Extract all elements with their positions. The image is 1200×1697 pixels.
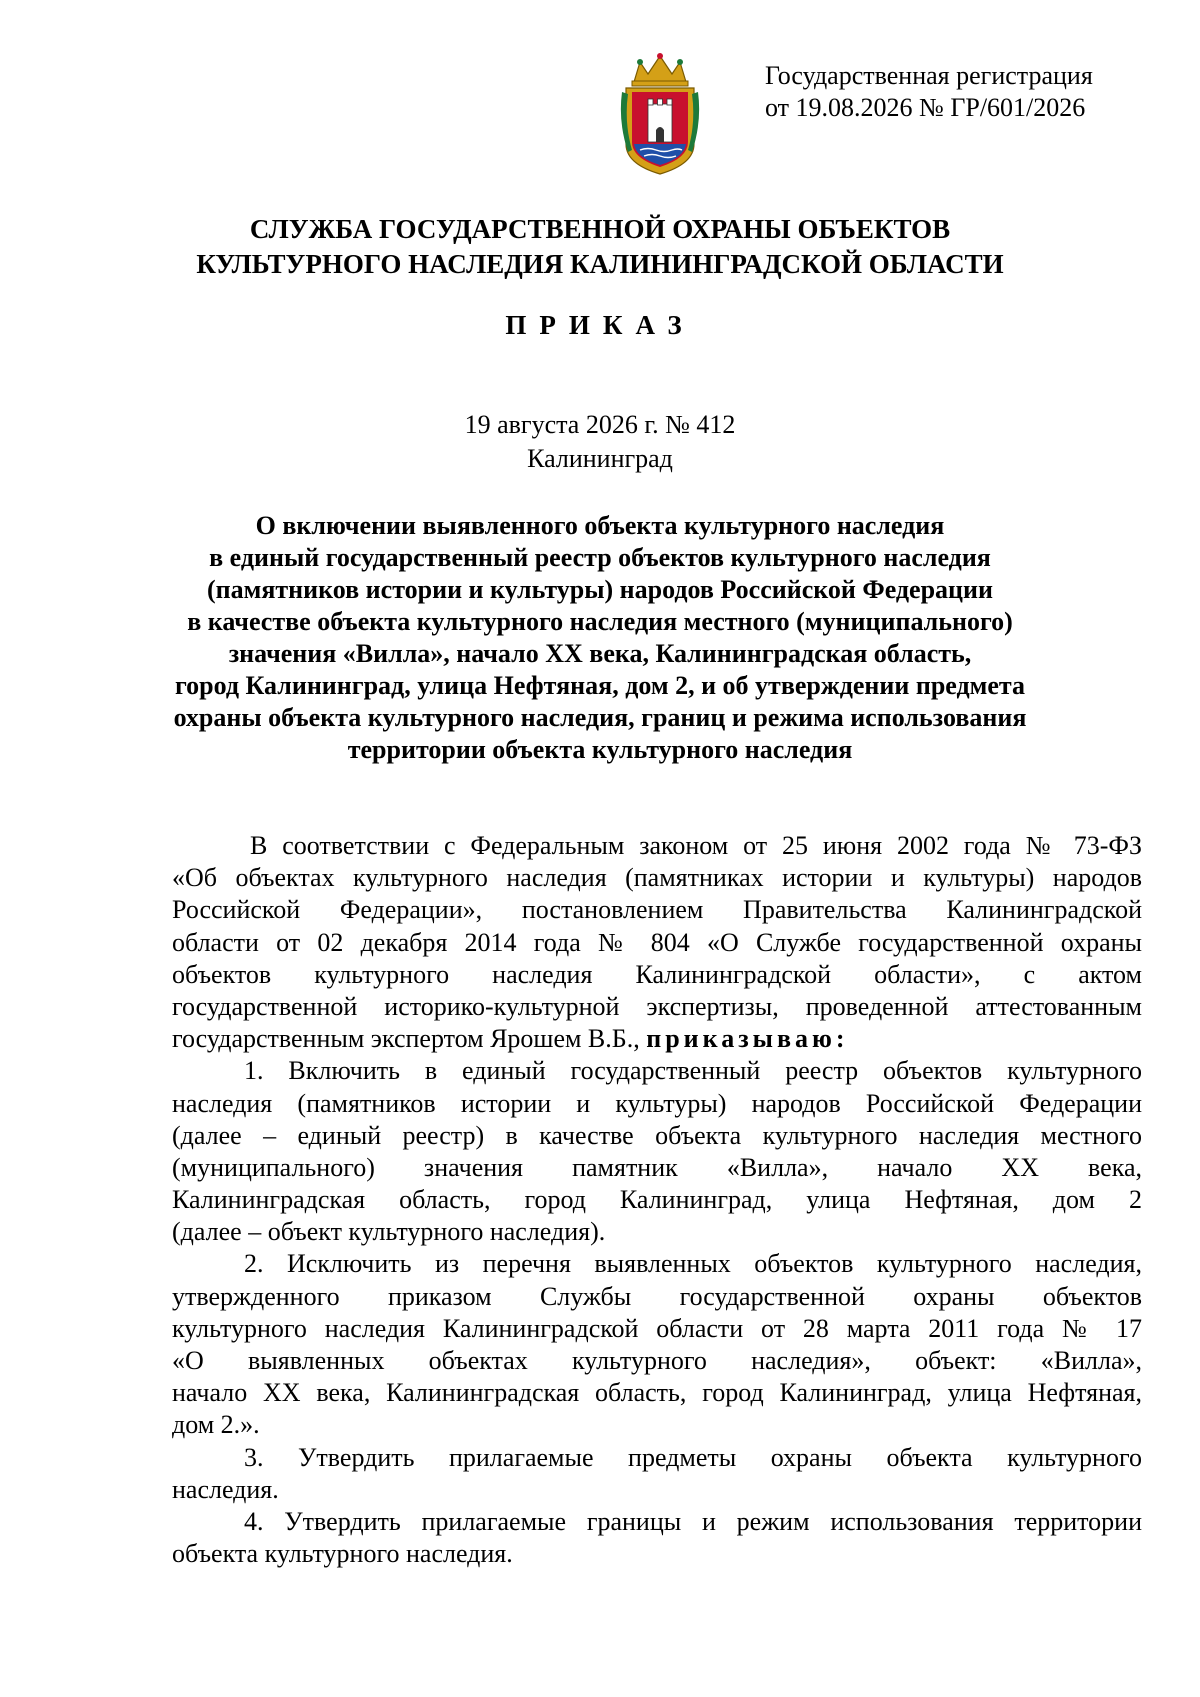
coat-of-arms-icon	[618, 52, 702, 178]
order-word: приказываю:	[646, 1024, 849, 1054]
heading-line: территории объекта культурного наследия	[347, 735, 853, 764]
registration-stamp	[765, 60, 1093, 124]
body-line: объекта культурного наследия.	[172, 1539, 513, 1569]
heading-line: (памятников истории и культуры) народов Российской Федерации	[207, 575, 993, 604]
heading-line: охраны объекта культурного наследия, границ и режима использования	[173, 703, 1027, 732]
body-line: 1. Включить в единый государственный реестр объектов культурного	[244, 1056, 1142, 1086]
authority-line: СЛУЖБА ГОСУДАРСТВЕННОЙ ОХРАНЫ ОБЪЕКТОВ	[249, 214, 951, 244]
document-type-title: ПРИКАЗ	[505, 310, 695, 340]
body-line: (далее – объект культурного наследия).	[172, 1217, 606, 1247]
body-line: Калининградская область, город Калининград, улица Нефтяная, дом 2	[172, 1185, 1142, 1215]
body-line: 2. Исключить из перечня выявленных объектов культурного наследия,	[244, 1249, 1142, 1279]
body-line: наследия.	[172, 1474, 279, 1504]
body-line: дом 2.».	[172, 1410, 260, 1440]
body-line: (далее – единый реестр) в качестве объекта культурного наследия местного	[172, 1120, 1142, 1150]
order-item-4	[172, 1506, 1142, 1570]
registration-number: от 19.08.2026 № ГР/601/2026	[765, 93, 1086, 122]
heading-line: в качестве объекта культурного наследия местного (муниципального)	[187, 607, 1013, 636]
body-line: наследия (памятников истории и культуры) народов Российской Федерации	[172, 1088, 1142, 1118]
heading-line: в единый государственный реестр объектов культурного наследия	[209, 543, 991, 572]
order-heading	[0, 510, 1200, 766]
order-item-3	[172, 1442, 1142, 1506]
body-line: «О выявленных объектах культурного наследия», объект: «Вилла»,	[172, 1346, 1142, 1375]
body-line: области от 02 декабря 2014 года № 804 «О Службе государственной охраны	[172, 927, 1142, 957]
heading-line: значения «Вилла», начало XX века, Калининградская область,	[228, 639, 972, 668]
body-line: культурного наследия Калининградской области от 28 марта 2011 года № 17	[172, 1313, 1142, 1343]
order-city: Калининград	[527, 444, 673, 473]
heading-line: город Калининград, улица Нефтяная, дом 2, и об утверждении предмета	[175, 671, 1025, 700]
authority-line: КУЛЬТУРНОГО НАСЛЕДИЯ КАЛИНИНГРАДСКОЙ ОБЛАСТИ	[196, 249, 1004, 279]
order-body	[172, 830, 1142, 1570]
order-item-1	[172, 1055, 1142, 1248]
body-line: утвержденного приказом Службы государственной охраны объектов	[172, 1281, 1142, 1311]
body-line: Российской Федерации», постановлением Правительства Калининградской	[172, 895, 1142, 925]
body-line: государственной историко-культурной экспертизы, проведенной аттестованным	[172, 991, 1142, 1021]
body-line	[172, 1023, 1142, 1055]
body-line: 4. Утвердить прилагаемые границы и режим использования территории	[244, 1506, 1142, 1536]
issuing-authority	[0, 212, 1200, 282]
preamble-paragraph	[172, 830, 1142, 1055]
order-date-number: 19 августа 2026 г. № 412	[464, 410, 736, 439]
preamble-last: государственным экспертом Ярошем В.Б.,	[172, 1024, 640, 1054]
heading-line: О включении выявленного объекта культурного наследия	[255, 511, 945, 540]
date-and-place	[0, 408, 1200, 476]
body-line: начало XX века, Калининградская область, город Калининград, улица Нефтяная,	[172, 1378, 1142, 1408]
body-line: объектов культурного наследия Калининградской области», с актом	[172, 959, 1142, 989]
body-line: (муниципального) значения памятник «Вилла», начало XX века,	[172, 1152, 1142, 1182]
registration-label: Государственная регистрация	[765, 61, 1093, 90]
body-line: «Об объектах культурного наследия (памятниках истории и культуры) народов	[172, 863, 1142, 893]
order-item-2	[172, 1248, 1142, 1441]
body-line: В соответствии с Федеральным законом от 25 июня 2002 года № 73-ФЗ	[250, 831, 1142, 860]
body-line: 3. Утвердить прилагаемые предметы охраны объекта культурного	[244, 1442, 1142, 1472]
